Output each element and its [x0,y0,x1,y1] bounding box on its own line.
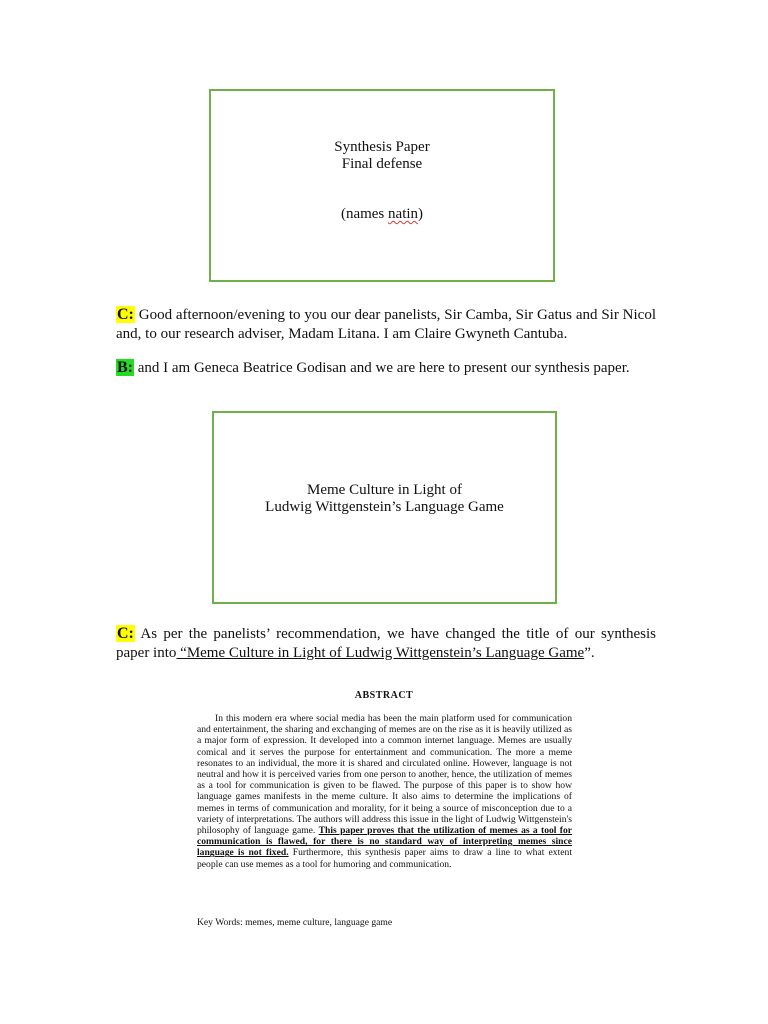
names-open: (names [340,206,389,222]
dialogue-text-end: ”. [584,645,595,661]
paper-title-reference: “Meme Culture in Light of Ludwig Wittgenstein’s Language Game [176,645,585,661]
dialogue-paragraph [116,358,656,378]
speaker-label-c: C: [117,306,134,323]
speaker-label-c: C: [117,625,134,642]
names-close: ) [418,206,424,222]
keywords-line: Key Words: memes, meme culture, language game [197,917,393,928]
dialogue-text: Good afternoon/evening to you our dear panelists, Sir Camba, Sir Gatus and Sir Nicol and, to our research adviser, Madam Litana. I am Claire Gwyneth Cantuba. [116,307,657,342]
dialogue-paragraph [116,624,656,663]
dialogue-paragraph [116,305,656,344]
speaker-label-b: B: [117,359,133,376]
abstract-heading: ABSTRACT [354,690,414,701]
dialogue-text: As per the panelists’ recommendation, we have changed the title of our synthesis paper into [116,626,656,661]
abstract-text: In this modern era where social media has been the main platform used for communication and entertainment, the sharing and exchanging of memes are on the rise as it is heavily utilized as a major form of expression. It developed into a common internet language. Memes are usually comical and it serves the purpose for entertainment and communication. The more a meme resonates to an individual, the more it is shared and circulated online. However, language is not neutral and how it is perceived varies from one person to another, hence, the utilization of memes as a tool for communication is given to be flawed. The purpose of this paper is to show how language games manifests in the meme culture. It also aims to determine the implications of memes in terms of communication and morality, for it being a source of misconception due to a variety of interpretations. The authors will address this issue in the light of Ludwig Wittgenstein's philosophy of language game. [197,713,572,837]
dialogue-text: and I am Geneca Beatrice Godisan and we are here to present our synthesis paper. [137,360,630,376]
slide-title-line: Synthesis Paper [334,139,430,155]
title-slide [209,89,555,282]
paper-title-slide [212,411,557,604]
slide-subtitle-line: Final defense [341,156,423,172]
misspelled-word: natin [388,206,419,222]
abstract-body [197,713,572,870]
abstract-text-end: Furthermore, this synthesis paper aims to draw a line to what extent people can use memes as a tool for humoring and communication. [197,847,572,870]
paper-title-line-1: Meme Culture in Light of [307,482,462,498]
slide-names-line [211,206,553,223]
abstract-thesis-statement: This paper proves that the utilization of memes as a tool for communication is flawed, for there is no standard way of interpreting memes since language is not fixed. [197,825,573,859]
paper-title-line-2: Ludwig Wittgenstein’s Language Game [265,499,504,515]
